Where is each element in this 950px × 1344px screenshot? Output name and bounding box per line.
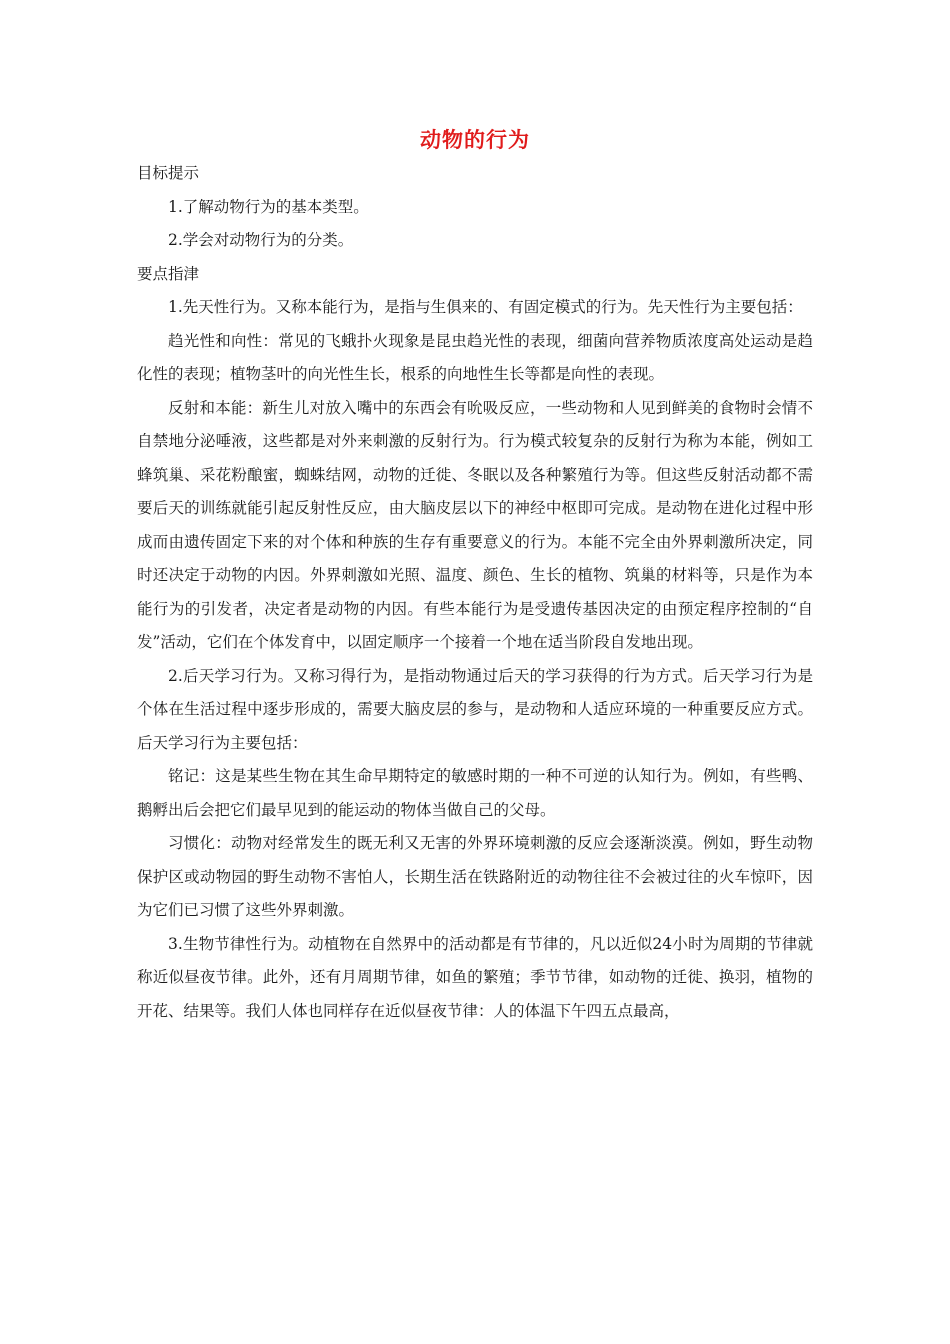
document-body xyxy=(137,157,813,1028)
paragraph-imprinting: 铭记：这是某些生物在其生命早期特定的敏感时期的一种不可逆的认知行为。例如，有些鸭、鹅孵出后会把它们最早见到的能运动的物体当做自己的父母。 xyxy=(137,767,813,819)
goal-item-2: 2.学会对动物行为的分类。 xyxy=(168,231,354,249)
paragraph-innate-behavior: 1.先天性行为。又称本能行为，是指与生俱来的、有固定模式的行为。先天性行为主要包括： xyxy=(168,298,803,316)
goal-item-1: 1.了解动物行为的基本类型。 xyxy=(168,197,369,216)
page-title: 动物的行为 xyxy=(420,128,530,152)
key-points-heading: 要点指津 xyxy=(137,264,200,283)
paragraph-taxis-tropism: 趋光性和向性：常见的飞蛾扑火现象是昆虫趋光性的表现，细菌向营养物质浓度高处运动是趋化性的表现；植物茎叶的向光性生长，根系的向地性生长等都是向性的表现。 xyxy=(137,331,813,383)
paragraph-reflex-instinct: 反射和本能：新生儿对放入嘴中的东西会有吮吸反应，一些动物和人见到鲜美的食物时会情不自禁地分泌唾液，这些都是对外来刺激的反射行为。行为模式较复杂的反射行为称为本能，例如工蜂筑巢、采花粉酿蜜，蜘蛛结网，动物的迁徙、冬眠以及各种繁殖行为等。但这些反射活动都不需要后天的训练就能引起反射性反应，由大脑皮层以下的神经中枢即可完成。是动物在进化过程中形成而由遗传固定下来的对个体和种族的生存有重要意义的行为。本能不完全由外界刺激所决定，同时还决定于动物的内因。外界刺激如光照、温度、颜色、生长的植物、筑巢的材料等，只是作为本能行为的引发者，决定者是动物的内因。有些本能行为是受遗传基因决定的由预定程序控制的“自发”活动，它们在个体发育中，以固定顺序一个接着一个地在适当阶段自发地出现。 xyxy=(137,398,813,651)
paragraph-biorhythm: 3.生物节律性行为。动植物在自然界中的活动都是有节律的，凡以近似24小时为周期的节律就称近似昼夜节律。此外，还有月周期节律，如鱼的繁殖；季节节律，如动物的迁徙、换羽，植物的开花、结果等。我们人体也同样存在近似昼夜节律：人的体温下午四五点最高， xyxy=(137,934,813,1020)
paragraph-habituation: 习惯化：动物对经常发生的既无利又无害的外界环境刺激的反应会逐渐淡漠。例如，野生动物保护区或动物园的野生动物不害怕人，长期生活在铁路附近的动物往往不会被过往的火车惊吓，因为它们已习惯了这些外界刺激。 xyxy=(137,834,813,919)
paragraph-learned-behavior: 2.后天学习行为。又称习得行为，是指动物通过后天的学习获得的行为方式。后天学习行为是个体在生活过程中逐步形成的，需要大脑皮层的参与，是动物和人适应环境的一种重要反应方式。后天学习行为主要包括： xyxy=(137,666,813,752)
goals-heading: 目标提示 xyxy=(137,164,200,182)
